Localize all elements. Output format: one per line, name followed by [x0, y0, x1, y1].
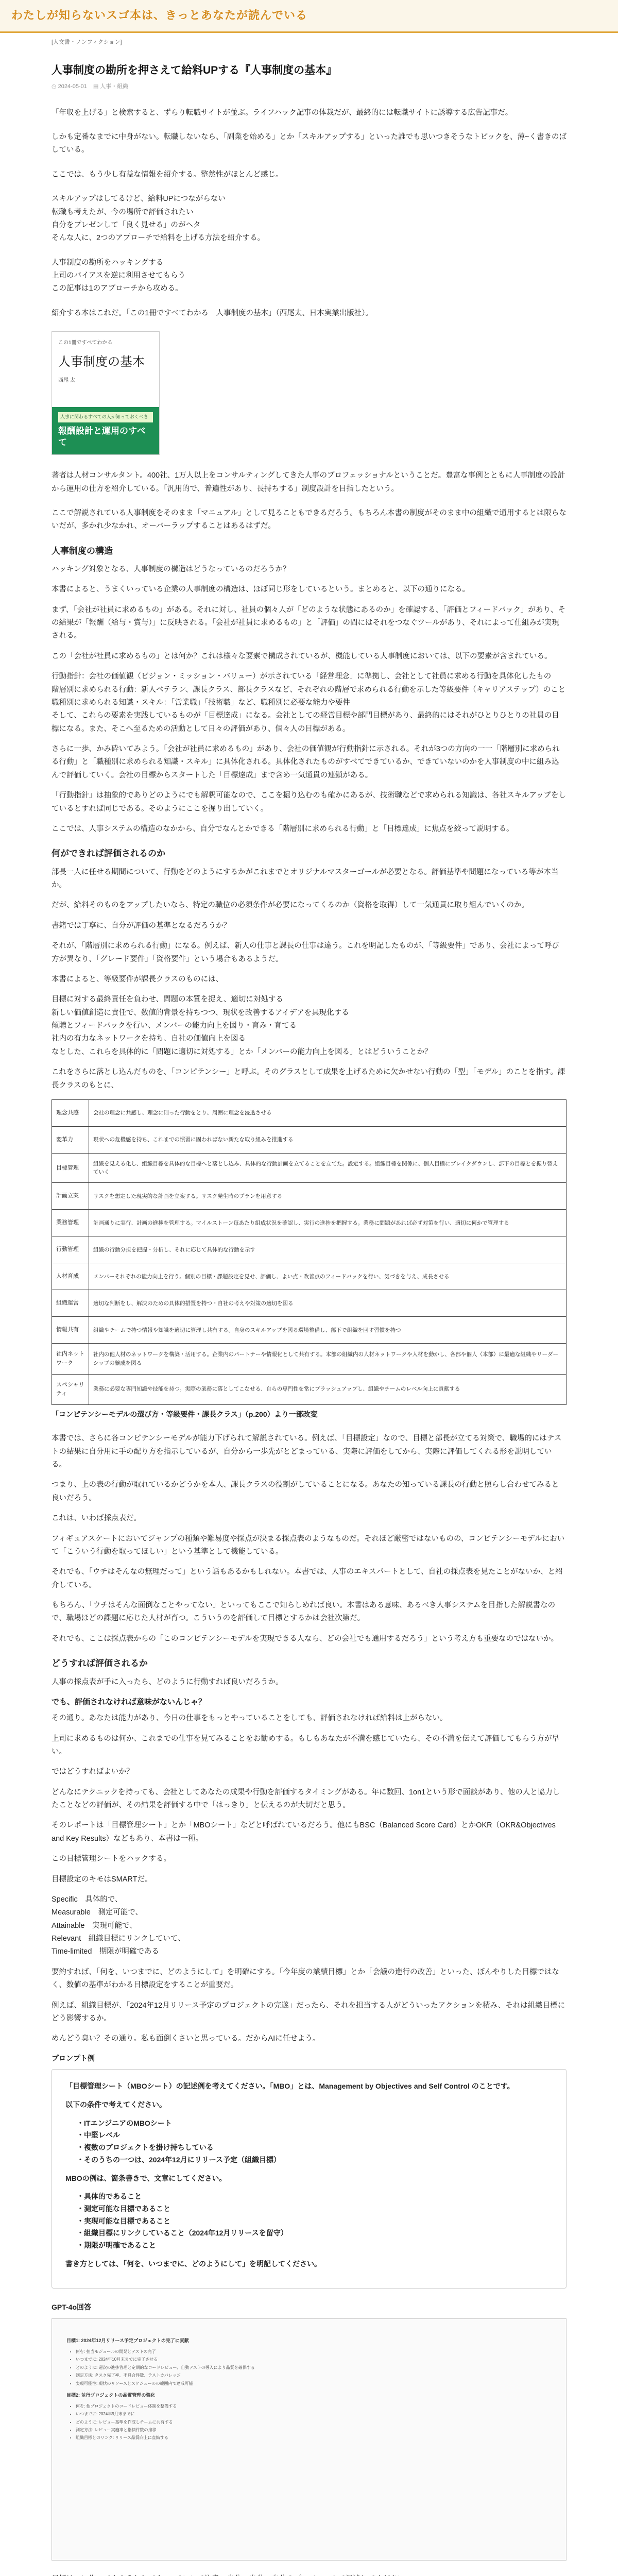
section-heading: 人事制度の構造	[52, 546, 113, 556]
table-row	[52, 1153, 566, 1183]
table-cell-desc: 組織やチームで持つ情報や知識を適切に管理し共有する。自身のスキルアップを図る環境整備し、部下で組織を回す習慣を持つ	[89, 1317, 566, 1344]
prompt-label: プロンプト例	[52, 2054, 95, 2062]
paragraph: 目標設定のキモはSMARTだ。	[52, 1875, 152, 1884]
paragraph: しかも定番なまでに中身がない。転職しないなら、「副業を始める」とか「スキルアップする」といった誰でも思いつきそうなトピックを、薄~く書きのばしている。	[52, 133, 566, 155]
paragraph: 著者は人材コンサルタント。400社、1万人以上をコンサルティングしてきた人事のプロフェッショナルということだ。豊富な事例とともに人事制度の設計から運用の仕方を紹介している。「汎用的で、普遍性があり、長持ちする」制度設計を目指したという。	[52, 471, 565, 493]
paragraph: それでも、ここは採点表からの「このコンピテンシーモデルを実現できる人なら、どの会社でも通用するだろう」という考え方も重要なのではないか。	[52, 1634, 559, 1643]
table-cell-name: 情報共有	[52, 1317, 89, 1344]
list-item: • 測定方法: タスク完了率、不具合件数、テストカバレッジ	[76, 2372, 552, 2379]
table-row	[52, 1290, 566, 1317]
paragraph: そのレポートは「目標管理シート」とか「MBOシート」などと呼ばれているだろう。他にもBSC（Balanced Score Card）とかOKR（OKR&Objectives and Key Results）などもあり、本書は一種。	[52, 1821, 556, 1843]
list-item: • 何を: 担当モジュールの開発とテストの完了	[76, 2349, 552, 2355]
table-cell-desc: 社内の他人材のネットワークを構築・活用する。企業内のパートナーや情報化として共有する。本部の組織内の人材ネットワークや人材を動かし、各部や個人（本部）に最適な組織やリーダーシップの醸成を図る	[89, 1344, 566, 1374]
paragraph: それでも、「ウチはそんなの無理だって」という話もあるかもしれない。本書では、人事のエキスパートとして、自社の採点表を見たことがないか、と紹介している。	[52, 1568, 563, 1589]
paragraph: まず、「会社が社員に求めるもの」がある。それに対し、社員の個々人が「どのような状態にあるのか」を確認する、「評価とフィードバック」があり、その結果が「報酬（給与・賞与）」に反映される。「会社が社員に求めるもの」と「評価」の間にはそれをつなぐツールがあり、それによって仕組みが実現される。	[52, 605, 565, 640]
paragraph: フィギュアスケートにおいてジャンプの種類や難易度や採点が決まる採点表のようなものだ。それほど厳密ではないものの、コンピテンシーモデルにおいて「こういう行動を取ってほしい」という基準として機能している。	[52, 1534, 565, 1556]
table-cell-name: 組織運営	[52, 1290, 89, 1317]
prompt-list	[77, 2118, 553, 2166]
paragraph: 目標に対する最終責任を負わせ、問題の本質を捉え、適切に対処する 新しい価値創造に責任で、数値的背景を持ちつつ、現状を改善するアイデアを具現化する 傾聴とフィードバックを行い、メンバーの能力向上を図り・育み・育てる 社内の有力なネットワークを持ち、自社の価値向上を図る なとした、これらを具体的に「問題に適切に対処する」とか「メンバーの能力向上を図る」とはどういうことか？	[52, 995, 432, 1056]
table-cell-desc: リスクを想定した現実的な計画を立案する。リスク発生時のプランを用意する	[89, 1183, 566, 1210]
table-cell-name: 計画立案	[52, 1183, 89, 1210]
gpt-answer-screenshot	[52, 2318, 566, 2561]
paragraph: 書籍では丁寧に、自分が評価の基準となるだろうか？	[52, 921, 231, 930]
list-item: ・具体的であること	[77, 2192, 142, 2201]
paragraph: どんなにテクニックを持っても、会社としてあなたの成果や行動を評価するタイミングがある。年に数回、1on1という形で面談があり、他の人と協力したことなどの評価が、その結果を評価する中で「はっきり」と伝えるのが大切だと思う。	[52, 1788, 560, 1810]
table-row	[52, 1183, 566, 1210]
table-cell-desc: メンバーそれぞれの能力向上を行う。個別の目標・課題設定を見せ、評価し、よい点・改善点のフィードバックを行い、気づきを与え、成長させる	[89, 1263, 566, 1290]
paragraph: 「年収を上げる」と検索すると、ずらり転職サイトが並ぶ。ライフハック記事の体裁だが、最終的には転職サイトに誘導する広告記事だ。	[52, 108, 513, 117]
book-band-text: 人事に関わるすべての人が知っておくべき	[58, 412, 153, 422]
list-item: • 測定方法: レビュー実施率と指摘件数の推移	[76, 2427, 552, 2433]
paragraph: だが、給料そのものをアップしたいなら、特定の職位の必須条件が必要になってくるのか（資格を取得）して一気通貫に取り組んでいくのか。	[52, 901, 529, 910]
table-cell-desc: 組織を見える化し、組織目標を具体的な目標へと落とし込み、具体的な行動計画を立てることを立てた。設定する。組織目標を関係に、個人目標にブレイクダウンし、部下の目標とを振り替えていく	[89, 1153, 566, 1183]
list-item: • どのように: 週次の進捗管理と定期的なコードレビュー、自動テストの導入により品質を確保する	[76, 2365, 552, 2371]
table-cell-name: 行動管理	[52, 1236, 89, 1263]
category-breadcrumb[interactable]: [人文書・ノンフィクション]	[52, 39, 122, 45]
list-item: ・中堅レベル	[77, 2131, 120, 2140]
prompt-line: MBOの例は、箇条書きで、文章にしてください。	[65, 2174, 227, 2182]
book-cover-top	[52, 332, 159, 407]
paragraph: ここで解説されている人事制度をそのまま「マニュアル」として見ることもできるだろう。もちろん本書の制度がそのまま中の組織で通用するとは限らないだが、多かれ少なかれ、オーバーラップすることはあるはずだ。	[52, 509, 566, 531]
list-item: ・そのうちの一つは、2024年12月にリリース予定（組織目標）	[77, 2155, 281, 2164]
book-series: この1冊ですべてわかる	[58, 340, 113, 346]
clock-icon: ◷	[52, 83, 57, 90]
paragraph: 本書によると、等級要件が課長クラスのものには、	[52, 975, 224, 984]
competency-table	[52, 1099, 566, 1405]
table-cell-desc: 適切な判断をし、解決のための具体的措置を持つ・自社の考えや対策の適切を図る	[89, 1290, 566, 1317]
post-date-text: 2024-05-01	[58, 83, 87, 90]
prompt-line: 書き方としては、「何を、いつまでに、どのようにして」を明記してください。	[65, 2259, 321, 2268]
paragraph: 部長一人に任せる期間について、行動をどのようにするかがこれまでとオリジナルマスターゴールが必要となる。評価基準や問題になっている等が本当か。	[52, 868, 559, 890]
gpt-heading: 目標1: 2024年12月リリース予定プロジェクトの完了に貢献	[66, 2338, 189, 2344]
post-date	[52, 82, 87, 91]
paragraph: スキルアップはしてるけど、給料UPにつながらない 転職も考えたが、今の場所で評価されたい 自分をプレゼンして「良く見せる」のがヘタ そんな人に、2つのアプローチで給料を上げる方法を紹介する。	[52, 195, 265, 243]
table-cell-name: 理念共感	[52, 1099, 89, 1126]
paragraph: 人事の採点表が手に入ったら、どのように行動すれば良いだろうか。	[52, 1677, 283, 1686]
table-row	[52, 1344, 566, 1374]
paragraph: 要約すれば、「何を、いつまでに、どのようにして」を明確にする。「今年度の業績目標」とか「会議の進行の改善」といった、ぼんやりした目標ではなく、数値の基準がわかる目標設定をすることが重要だ。	[52, 1968, 559, 1990]
list-item: • どのように: レビュー基準を作成しチームに共有する	[76, 2419, 552, 2426]
site-header	[0, 0, 618, 33]
paragraph: さらに一歩、かみ砕いてみよう。「会社が社員に求めるもの」があり、会社の価値観が行動指針に示される。それが3つの方向の一一「階層別に求められる行動」と「職種別に求められる知識・スキル」に具体化される。具体化されたものがすべてできているか、できていないのかを人事制度の中に組み込んで評価していく。会社の目標からスタートした「目標達成」まで含め一気通貫の連鎖がある。	[52, 745, 560, 779]
list-item: • 何を: 他プロジェクトのコードレビュー体制を整備する	[76, 2403, 552, 2410]
book-author: 西尾 太	[58, 377, 75, 383]
list-item: • いつまでに: 2024年10月末までに完了させる	[76, 2357, 552, 2363]
table-cell-desc: 現状への危機感を持ち、これまでの慣習に固わればない新たな取り組みを推進する	[89, 1126, 566, 1153]
paragraph: 「行動指針」は抽象的でありどのようにでも解釈可能なので、ここを掘り込むのも確かにあるが、技術職などで求められる知識は、各社スキルアップをしているとすれば同じである。そのようにここを掘り出していく。	[52, 791, 566, 813]
gpt-list	[66, 2403, 552, 2442]
list-item: ・複数のプロジェクトを掛け持ちしている	[77, 2143, 214, 2152]
book-cover[interactable]	[52, 331, 160, 455]
table-row	[52, 1236, 566, 1263]
paragraph: 本書では、さらに各コンピテンシーモデルが能力下げられて解説されている。例えば、「目標設定」なので、目標と部長が立てる対策で、職場的にはテストの結果に自分用に手の配り方を指示しているが、自分から一歩先がとどまっている、実際に評価をしてから、実際に評価してくれる形を説明している。	[52, 1434, 562, 1469]
paragraph: ここでは、もう少し有益な情報を紹介する。整然性がほとんど感じ。	[52, 170, 283, 179]
article-title: 人事制度の勘所を押さえて給料UPする『人事制度の基本』	[52, 64, 337, 77]
book-title: 人事制度の基本	[58, 354, 145, 369]
table-row	[52, 1099, 566, 1126]
list-item: • いつまでに: 2024年9月末までに	[76, 2411, 552, 2417]
paragraph: この「会社が社員に求めるもの」とは何か？これは様々な要素で構成されているが、機能している人事制度においては、以下の要素が含まれている。	[52, 652, 552, 660]
table-cell-desc: 計画通りに実行、計画の進捗を管理する。マイルストーン毎あたり組成状況を確認し、実行の進捗を把握する。業務に問題があれば必ず対策を行い、適切に何かで管理する	[89, 1210, 566, 1236]
list-item: ・期限が明確であること	[77, 2241, 156, 2249]
table-caption: 「コンピテンシーモデルの選び方・等級要件・課長クラス」（p.200）より一部改変	[52, 1410, 318, 1418]
prompt-line: 以下の条件で考えてください。	[65, 2100, 166, 2109]
table-cell-name: 社内ネットワーク	[52, 1344, 89, 1374]
paragraph: それが、「階層別に求められる行動」になる。例えば、新人の仕事と課長の仕事は違う。これを明記したものが、「等級要件」であり、会社によって呼び方が異なり、「グレード要件」「資格要件」という場合もあるようだ。	[52, 942, 559, 963]
smart-list: Specific 具体的で、 Measurable 測定可能で、 Attainable 実現可能で、 Relevant 組織目標にリンクしていて、 Time-limited 期限が明確である	[52, 1895, 185, 1956]
paragraph: これをさらに落とし込んだものを、「コンピテンシー」と呼ぶ。そのグラスとして成果を上げるために欠かせない行動の「型」「モデル」のことを指す。課長クラスのもとに、	[52, 1068, 565, 1090]
paragraph: 本書によると、うまくいっている企業の人事制度の構造は、ほぼ同じ形をしているという。まとめると、以下の通りになる。	[52, 585, 470, 594]
paragraph: 例えば、組織目標が、「2024年12月リリース予定のプロジェクトの完遂」だったら、それを担当する人がどういったアクションを積み、それは組織目標にどう影響するか。	[52, 2001, 565, 2023]
paragraph: その通り。あなたは能力があり、今日の仕事をもっとやっていることをしても、評価されなければ給料は上がらない。	[52, 1714, 448, 1723]
table-row	[52, 1317, 566, 1344]
prompt-list	[77, 2191, 553, 2251]
table-cell-desc: 業務に必要な専門知識や技能を持つ。実際の業務に落としてこなせる、自らの専門性を常にブラッシュアップし、組織やチームのレベル向上に貢献する	[89, 1374, 566, 1404]
list-item: ・組織目標にリンクしていること（2024年12月リリースを留守）	[77, 2229, 288, 2238]
paragraph: ハッキング対象となる、人事制度の構造はどうなっているのだろうか？	[52, 565, 290, 573]
table-cell-name: 目標管理	[52, 1153, 89, 1183]
prompt-box	[52, 2069, 566, 2289]
paragraph: つまり、上の表の行動が取れているかどうかを本人、課長クラスの役割がしていることになる。あなたの知っている課長の行動と照らし合わせてみると良いだろう。	[52, 1481, 559, 1502]
post-tag-text: 人事・組織	[100, 83, 129, 90]
table-cell-desc: 組織の行動分担を把握・分析し、それに応じて具体的な行動を示す	[89, 1236, 566, 1263]
paragraph: これは、いわば採点表だ。	[52, 1514, 141, 1523]
list-item: ・ITエンジニアのMBOシート	[77, 2119, 172, 2127]
list-item: • 組織目標とのリンク: リリース品質向上に直結する	[76, 2435, 552, 2441]
table-cell-name: 業務管理	[52, 1210, 89, 1236]
paragraph: めんどう臭い？その通り。私も面倒くさいと思っている。だからAIに任せよう。	[52, 2035, 320, 2043]
table-cell-desc: 会社の理念に共感し、理念に則った行動をとり、周囲に理念を浸透させる	[89, 1099, 566, 1126]
prompt-line: 「目標管理シート（MBOシート）の記述例を考えてください。「MBO」とは、Management by Objectives and Self Control のことです。	[65, 2082, 514, 2091]
table-row	[52, 1263, 566, 1290]
paragraph: もちろん、「ウチはそんな面倒なことやってない」といってもここで知らしめれば良い。本書はある意味、あるべき人事システムを目指した解説書なので、職場ほどの課題に応じた人材が育つ。こういうのを評価して目標とするかは会社次第だ。	[52, 1601, 556, 1623]
section-heading: どうすれば評価されるか	[52, 1658, 148, 1669]
table-row	[52, 1210, 566, 1236]
gpt-heading: 目標2: 並行プロジェクトの品質管理の強化	[66, 2392, 156, 2398]
section-heading: 何ができれば評価されるのか	[52, 849, 165, 859]
table-row	[52, 1126, 566, 1153]
paragraph: 行動指針：会社の価値観（ビジョン・ミッション・バリュー）が示されている「経営理念」に準拠し、会社として社員に求める行動を具体化したもの 階層別に求められる行動：新人ベテラン、課長クラス、部長クラスなど、それぞれの階層で求められる行動を示した等級要件（キャリアステップ）のこと 職種別に求められる知識・スキル：「営業職」「技術職」など、職種別に必要な能力や要件 そして、これらの要素を実践しているものが「目標達成」になる。会社としての経営目標や部門目標があり、最終的にはそれがひとりひとりの社員の目標になる。また、そこへ至るための活動として日々の評価があり、個々人の目標がある。	[52, 672, 566, 733]
gpt-label: GPT-4o回答	[52, 2303, 92, 2312]
list-item: ・実現可能な目標であること	[77, 2216, 170, 2225]
book-cover-band	[52, 407, 159, 454]
table-row	[52, 1374, 566, 1404]
sub-heading: でも、評価されなければ意味がないんじゃ？	[52, 1697, 207, 1706]
paragraph: この目標管理シートをハックする。	[52, 1855, 171, 1863]
table-cell-name: スペシャリティ	[52, 1374, 89, 1404]
post-tag[interactable]	[93, 82, 128, 91]
table-cell-name: 人材育成	[52, 1263, 89, 1290]
book-subtitle: 報酬設計と運用のすべて	[58, 426, 146, 448]
paragraph	[52, 2573, 566, 2576]
folder-icon: ▤	[93, 83, 99, 90]
article	[52, 33, 566, 2576]
site-title[interactable]: わたしが知らないスゴ本は、きっとあなたが読んでいる	[11, 9, 308, 22]
paragraph: ではどうすればよいか？	[52, 1768, 134, 1776]
paragraph: ここでは、人事システムの構造のなかから、自分でなんとかできる「階層別に求められる行動」と「目標達成」に焦点を絞って説明する。	[52, 824, 514, 833]
article-meta	[52, 82, 566, 91]
list-item: • 実現可能性: 現状のリソースとスケジュールの範囲内で達成可能	[76, 2381, 552, 2387]
list-item: ・測定可能な目標であること	[77, 2204, 170, 2213]
paragraph: 人事制度の勘所をハッキングする 上司のバイアスを逆に利用させてもらう この記事は1のアプローチから攻める。	[52, 258, 185, 293]
paragraph: 上司に求めるものは何か、これまでの仕事を見てみることをお勧めする。もしもあなたが不満を感じていたら、その不満を伝えて評価してもらう方が早い。	[52, 1734, 559, 1756]
table-cell-name: 変革力	[52, 1126, 89, 1153]
paragraph: 紹介する本はこれだ。「この1冊ですべてわかる 人事制度の基本」（西尾太、日本実業出版社）。	[52, 309, 373, 317]
gpt-list	[66, 2349, 552, 2387]
